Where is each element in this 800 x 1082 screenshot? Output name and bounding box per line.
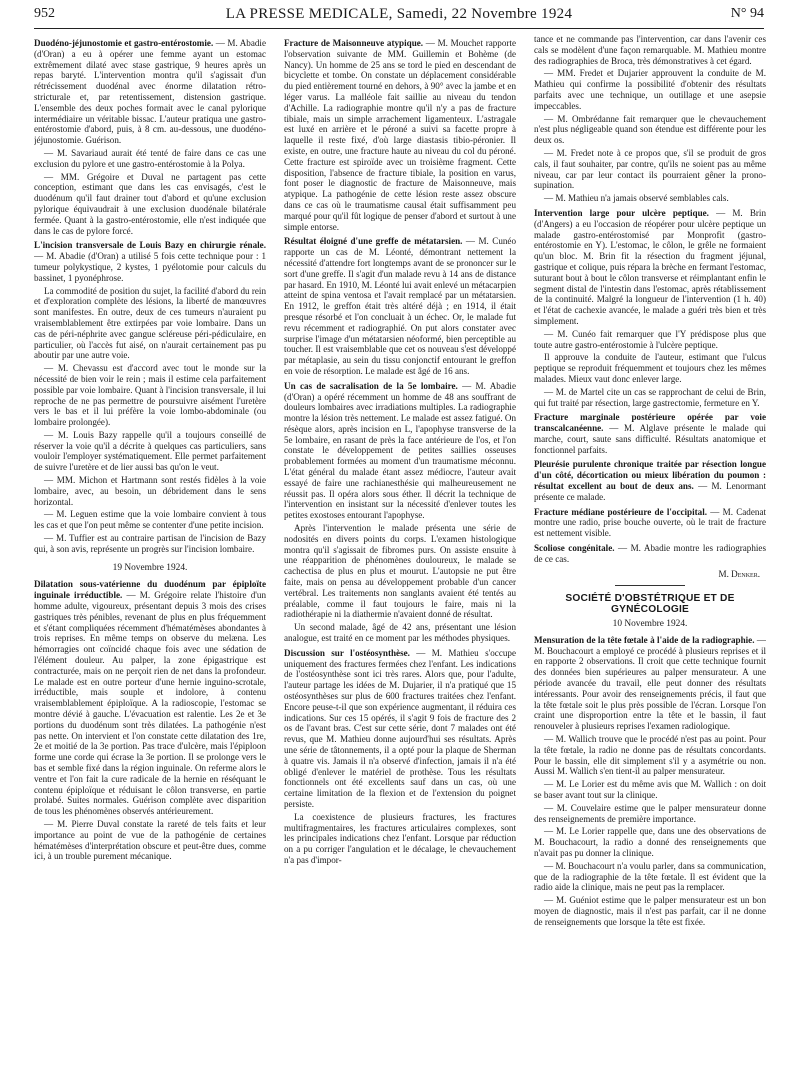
article-paragraph: — M. Chevassu est d'accord avec tout le monde sur la nécessité de bien voir le rein ; mais il estime cela parfaitement possible par voie lombaire. Quant à l'incision transversale, il lui reproche de ne pas permettre de poursuivre aisément l'uretère vers le bas et il lui préfère la voie lombo-abdominale (ou lombaire prolongée). (34, 363, 266, 428)
article-heading: Mensuration de la tête fœtale à l'aide de la radiographie. (534, 634, 755, 645)
article-heading: Pleurésie purulente chronique traitée par résection longue d'un côté, décortication ou mieux libération du poumon : résultat excellent au bout de deux ans. (534, 459, 766, 492)
article-heading: Fracture de Maisonneuve atypique. (284, 38, 424, 48)
article-paragraph: — M. Pierre Duval constate la rareté de tels faits et leur importance au point de vue de la pathogénie de certaines hématémèses d'interprétation obscure et peut-être dues, comme ici, à un trouble purement mécanique. (34, 818, 266, 862)
article-paragraph: — M. Cunéo fait remarquer que l'Y prédispose plus que toute autre gastro-entérostomie à l'ulcère peptique. (534, 328, 766, 350)
article-paragraph: — M. Savariaud aurait été tenté de faire dans ce cas une exclusion du pylore et une gastro-entérostomie à la Polya. (34, 147, 266, 169)
article-heading: Discussion sur l'ostéosynthèse. (284, 647, 410, 658)
article-body: — M. Lenormant présente ce malade. (534, 481, 766, 502)
author-signature: M. Denker. (718, 568, 760, 579)
section-date: 10 Novembre 1924. (612, 619, 688, 630)
article-paragraph: tance et ne commande pas l'intervention, car dans l'avenir ces cals se modèlent d'une façon remarquable. M. Mathieu montre des radiographies de Broca, très démonstratives à cet égard. (534, 34, 766, 66)
article-paragraph (34, 38, 266, 146)
article-paragraph (534, 412, 766, 455)
article-paragraph: — MM. Fredet et Dujarier approuvent la conduite de M. Mathieu qui confirme la possibilité d'obtenir des résultats parfaits avec une technique, un outillage et une asepsie impeccables. (534, 68, 766, 111)
article-paragraph: — M. Wallich trouve que le procédé n'est pas au point. Pour la tête fœtale, la radio ne donne pas de résultats concordants. Pour le bassin, elle dit simplement s'il y a asymétrie ou non. Aussi M. Wallich s'en tient-il au palper mensurateur. (534, 734, 766, 777)
article-paragraph: — M. Louis Bazy rappelle qu'il a toujours conseillé de réserver la voie qu'il a décrite à quelques cas particuliers, sans vouloir l'employer systématiquement. Elle permet parfaitement de suivre l'uretère et de lier aussi bas qu'on le veut. (34, 429, 266, 473)
article-paragraph: — M. Ombrédanne fait remarquer que le chevauchement n'est plus négligeable quand son étendue est différente pour les deux os. (534, 113, 766, 146)
article-paragraph (534, 459, 766, 502)
article-body: — M. Bouchacourt a employé ce procédé à plusieurs reprises et il en rapporte 2 observations. Il croit que cette technique fournit des données bien supérieures au palper mensurateur. A une période avancée du travail, elle peut donner des résultats intéressants. Pour avoir des renseignements précis, il faut que la tête fœtale soit le plus près possible de l'écran. Lorsque l'on craint une disproportion entre la tête et le bassin, il faut renouveler à plusieurs reprises l'examen radiologique. (534, 634, 766, 732)
article-body: — M. Abadie montre les radiographies de ce cas. (534, 543, 766, 564)
column-3 (534, 34, 766, 1074)
article-paragraph: Après l'intervention le malade présenta une série de nodosités en divers points du corps. L'examen histologique montra qu'il s'agissait de fibromes purs. On assiste ensuite à une réapparition de phénomènes douloureux, le malade se cachectisa de plus en plus et mourut. L'autopsie ne put être faite, mais on pensa au développement probable d'un cancer vertébral. Les traitements non sanglants avaient été tentés au préalable, comme il faut toujours le faire, mais ni la radiothérapie ni la diathermie n'avaient donné de résultat. (284, 523, 516, 620)
article-paragraph: — M. de Martel cite un cas se rapprochant de celui de Brin, qui fut traité par résection, large gastrectomie, fermeture en Y. (534, 386, 766, 408)
column-2 (284, 34, 516, 1074)
article-paragraph (534, 635, 766, 732)
article-paragraph (34, 240, 266, 283)
page-header (34, 6, 764, 29)
article-paragraph: — M. Couvelaire estime que le palper mensurateur donne des renseignements de première importance. (534, 802, 766, 824)
article-paragraph: — MM. Michon et Hartmann sont restés fidèles à la voie lombaire, avec, au besoin, un débridement dans le sens horizontal. (34, 475, 266, 507)
article-paragraph: Il approuve la conduite de l'auteur, estimant que l'ulcus peptique se reproduit fréquemment et toujours chez les mêmes malades. Mieux vaut donc enlever large. (534, 352, 766, 384)
article-heading: Fracture marginale postérieure opérée par voie transcalcanéenne. (534, 412, 766, 434)
article-heading: Intervention large pour ulcère peptique. (534, 207, 709, 218)
article-heading: Scoliose congénitale. (534, 543, 615, 554)
journal-title: LA PRESSE MEDICALE, Samedi, 22 Novembre 1924 (225, 6, 573, 22)
article-paragraph (284, 381, 516, 521)
session-date: 19 Novembre 1924. (112, 562, 188, 573)
article-paragraph (34, 579, 266, 817)
article-heading: Un cas de sacralisation de la 5e lombaire. (284, 380, 458, 391)
article-paragraph: — M. Guéniot estime que le palper mensurateur est un bon moyen de diagnostic, mais il n'est pas parfait, car il ne donne de renseignements que lorsque la tête est fixée. (534, 895, 766, 927)
article-body: — M. Grégoire relate l'histoire d'un homme adulte, vigoureux, présentant depuis 3 mois des crises gastriques très pénibles, revenant de plus en plus fréquemment et s'étant compliquées récemment d'hématémèses abondantes à trois reprises. En même temps on observe du melæna. Les hémorragies ont coïncidé chaque fois avec une sédation de l'élément douleur. Au palper, la zone épigastrique est contracturée, mais on ne perçoit rien de net dans la profondeur. Le malade est en outre porteur d'une hernie inguino-scrotale, irréductible, mais souple et indolore, à contenu vraisemblablement épiploïque. A la radioscopie, l'estomac se montre dévié à gauche. L'évacuation est ralentie. Les 2e et 3e portions du duodénum sont très dilatées. La pathogénie n'est pas nette. On intervient et l'on constate cette dilatation des 1re, 2e et moitié de la 3e portion. Pas trace d'ulcère, mais l'épiploon forme une corde qui écrase la 3e portion. Il se prolonge vers le bas et semble fixé dans la région inguinale. On referme alors le ventre et l'on fait la cure radicale de la hernie en réséquant le contenu épiploïque et réduisant le côlon transverse, en partie prolabé. Suites normales. Guérison complète avec disparition de tous les phénomènes observés antérieurement. (34, 590, 266, 817)
column-1 (34, 34, 266, 1074)
article-body: — M. Abadie (d'Oran) a utilisé 5 fois cette technique pour : 1 tumeur polykystique, 2 kystes, 1 pyélotomie pour calculs du bassinet, 1 pyonéphrose. (34, 251, 266, 283)
article-heading: Fracture médiane postérieure de l'occipital. (534, 506, 708, 517)
article-body: — M. Brin (d'Angers) a eu l'occasion de réopérer pour ulcère peptique un malade gastro-entérostomisé par Monprofit (gastro-entérostomie en Y). L'estomac, le côlon, le grêle ne formaient qu'un bloc. M. Brin fit la résection du fragment jéjunal, gastrique et colique, puis répara la brèche en fermant l'estomac, suturant bout à bout le côlon transverse et réimplantant enfin le segment distal de l'intestin dans l'estomac, après rétablissement de la continuité. Malgré la longueur de l'intervention (1 h. 40) et l'état de cachexie avancée, le malade a guéri très bien et très simplement. (534, 207, 766, 326)
article-paragraph: La commodité de position du sujet, la facilité d'abord du rein et d'exploration complète des lésions, la liberté de manœuvres sont manifestes. En outre, deux de ces tumeurs n'auraient pu vraisemblablement être extirpées par voie lombaire. Dans un cas de péri-néphrite avec gangue scléreuse péri-pédiculaire, en particulier, où l'accès fut aisé, on n'aurait certainement pas pu aboutir par une autre voie. (34, 285, 266, 361)
article-body: — M. Mathieu s'occupe uniquement des fractures fermées chez l'enfant. Les indications de l'ostéosynthèse sont ici très rares. Alors que, pour l'adulte, l'auteur partage les idées de M. Dujarier, il n'a pratiqué que 15 ostéosynthèses sur plus de 600 fractures traitées chez l'enfant. Encore peuse-t-il que son expérience augmentant, il réduira ces indications. Sur ces 15 opérés, il s'agit 9 fois de fracture des 2 os de l'avant bras. C'est sur cette série, dont 7 malades ont été revus, que M. Mathieu donne aujourd'hui ses résultats. Après une série de tâtonnements, il a opté pour la plaque de Sherman à quatre vis. Jamais il n'a observé d'infection, jamais il n'a été obligé d'enlever le matériel de prothèse. Tous les résultats fonctionnels ont été excellents sauf dans un cas, où une certaine limitation de la flexion et de l'extension du poignet persiste. (284, 647, 516, 809)
article-paragraph: — MM. Grégoire et Duval ne partagent pas cette conception, estimant que dans les cas envisagés, c'est le duodénum qu'il faut drainer tout d'abord et qu'une exclusion pylorique équivaudrait à une exclusion duodénale bilatérale fermée. Quant à la gastro-entérostomie, elle n'est indiquée que dans le cas de pylore forcé. (34, 171, 266, 236)
article-paragraph: — M. Leguen estime que la voie lombaire convient à tous les cas et que l'on peut même se contenter d'une petite incision. (34, 509, 266, 531)
article-paragraph: Un second malade, âgé de 42 ans, présentant une lésion analogue, est traité en ce moment par les méthodes physiques. (284, 622, 516, 644)
page-number: 952 (34, 6, 55, 21)
article-paragraph: — M. Tuffier est au contraire partisan de l'incision de Bazy qui, à son avis, représente un progrès sur l'incision lombaire. (34, 533, 266, 554)
article-body: — M. Mouchet rapporte l'observation suivante de MM. Guillemin et Bohème (de Nancy). Un homme de 25 ans se tord le pied en descendant de bicyclette et tombe. On constate un déplacement considérable du pied entièrement tourné en dehors, à 90° avec la jambe et en léger varus. La malléole fait saillie au niveau du tendon d'Achille. La radiographie montre qu'il n'y a pas de fracture tibiale, mais un simple arrachement ligamenteux. L'astragale est luxé en arrière et le péroné a suivi sa facette propre à laquelle il reste fixé, d'où large diastasis tibio-péronier. Il existe, en outre, une fracture haute au niveau du col du péroné. Cette fracture est spiroïde avec un troisième fragment. Cette disposition, l'absence de fracture tibiale, la position en varus, font poser le diagnostic de fracture de Maisonneuve, mais atypique. La pathogénie de cette lésion reste assez obscure dans ce cas où le traumatisme causal était suffisamment peu marqué pour qu'il fût logique de penser d'abord et surtout à une simple entorse. (284, 38, 516, 232)
article-body: — M. Cunéo rapporte un cas de M. Léonté, démontrant nettement la nécessité d'attendre fort longtemps avant de se prononcer sur le sort d'une greffe. Il s'agit d'un malade revu à 14 ans de distance par hasard. En 1910, M. Léonté lui avait enlevé un métacarpien atteint de spina ventosa et l'avait remplacé par un métatarsien. En 1912, le greffon était très altéré déjà ; en 1914, il était presque résorbé et l'on concluait à un échec. Or, le malade fut revu récemment et radiographié. On put alors constater avec surprise l'image d'un métatarsien néoformé, bien perceptible au toucher. Il est vraisemblable que cet os nouveau s'est développé par métaplasie, au sein du tissu conjonctif entourant le greffon en voie de résorption. Le malade est âgé de 16 ans. (284, 236, 516, 376)
article-paragraph (284, 648, 516, 810)
section-title: SOCIÉTÉ D'OBSTÉTRIQUE ET DE GYNÉCOLOGIE (565, 593, 735, 616)
article-paragraph (534, 543, 766, 565)
article-body: — M. Abadie (d'Oran) a opéré récemment un homme de 48 ans souffrant de douleurs lombaires avec irradiations multiples. La radiographie montre la lésion très nettement. Le malade est assez fatigué. On résèque alors, après incision en L, l'apophyse transverse de la 5e lombaire, en rasant de près la face antérieure de l'os, et l'on constate le développement de petites saillies osseuses probablement formées au moment d'un traumatisme méconnu. L'état général du malade étant assez médiocre, l'auteur avait essayé de faire une rachianesthésie qui malheureusement ne réussit pas. Il opéra alors sous éther. Il décrit la technique de l'intervention en insistant sur la nécessité d'enlever toutes les petites exostoses entourant l'apophyse. (284, 380, 516, 521)
article-heading: Dilatation sous-vatérienne du duodénum par épiploïte inguinale irréductible. (34, 579, 266, 601)
article-paragraph: La coexistence de plusieurs fractures, les fractures multifragmentaires, les fractures articulaires complexes, sont les principales indications chez l'enfant. Lorsque par réduction on a pu corriger l'angulation et le décalage, le chevauchement n'a pas d'impor- (284, 811, 516, 865)
article-body: — M. Cadenat montre une radio, prise bouche ouverte, où le trait de fracture est nettement visible. (534, 506, 766, 539)
section-divider (615, 585, 685, 586)
article-paragraph: — M. Le Lorier rappelle que, dans une des observations de M. Bouchacourt, la radio a donné des renseignements que n'avait pas pu donner la clinique. (534, 826, 766, 858)
article-paragraph: — M. Mathieu n'a jamais observé semblables cals. (544, 193, 729, 204)
article-body: — M. Abadie (d'Oran) a eu à opérer une femme ayant un estomac extrêmement dilaté avec stase gastrique, 9 heures après un repas baryté. L'intervention montra qu'il s'agissait d'un rétrécissement duodénal avec énorme dilatation rétro-stricturale et, par retentissement, distension gastrique. L'ensemble des deux poches formait avec le canal pylorique intermédiaire un véritable bissac. L'auteur pratiqua une gastro-entérostomie d'abord, puis, à 8 cm. au-dessous, une duodéno-jéjunostomie. Guérison. (34, 38, 266, 146)
issue-number: N° 94 (730, 6, 764, 21)
article-paragraph (534, 208, 766, 327)
article-paragraph: — M. Le Lorier est du même avis que M. Wallich : on doit se baser avant tout sur la clinique. (534, 779, 766, 800)
article-paragraph: — M. Bouchacourt n'a voulu parler, dans sa communication, que de la radiographie de la tête fœtale. Il est évident que la radio aide la clinique, mais ne peut pas la remplacer. (534, 860, 766, 893)
article-paragraph: — M. Fredet note à ce propos que, s'il se produit de gros cals, il faut souhaiter, par contre, qu'ils ne soient pas au même niveau, car par leur contact ils pourraient gêner la prono-supination. (534, 147, 766, 191)
article-heading: Duodéno-jéjunostomie et gastro-entérostomie. (34, 38, 214, 48)
article-paragraph (284, 236, 516, 376)
article-heading: L'incision transversale de Louis Bazy en chirurgie rénale. (34, 240, 266, 251)
article-paragraph (284, 38, 516, 232)
article-paragraph (534, 507, 766, 539)
article-body: — M. Alglave présente le malade qui marche, court, saute sans difficulté. Résultats anatomique et fonctionnel parfaits. (534, 423, 766, 455)
article-heading: Résultat éloigné d'une greffe de métatarsien. (284, 236, 463, 247)
